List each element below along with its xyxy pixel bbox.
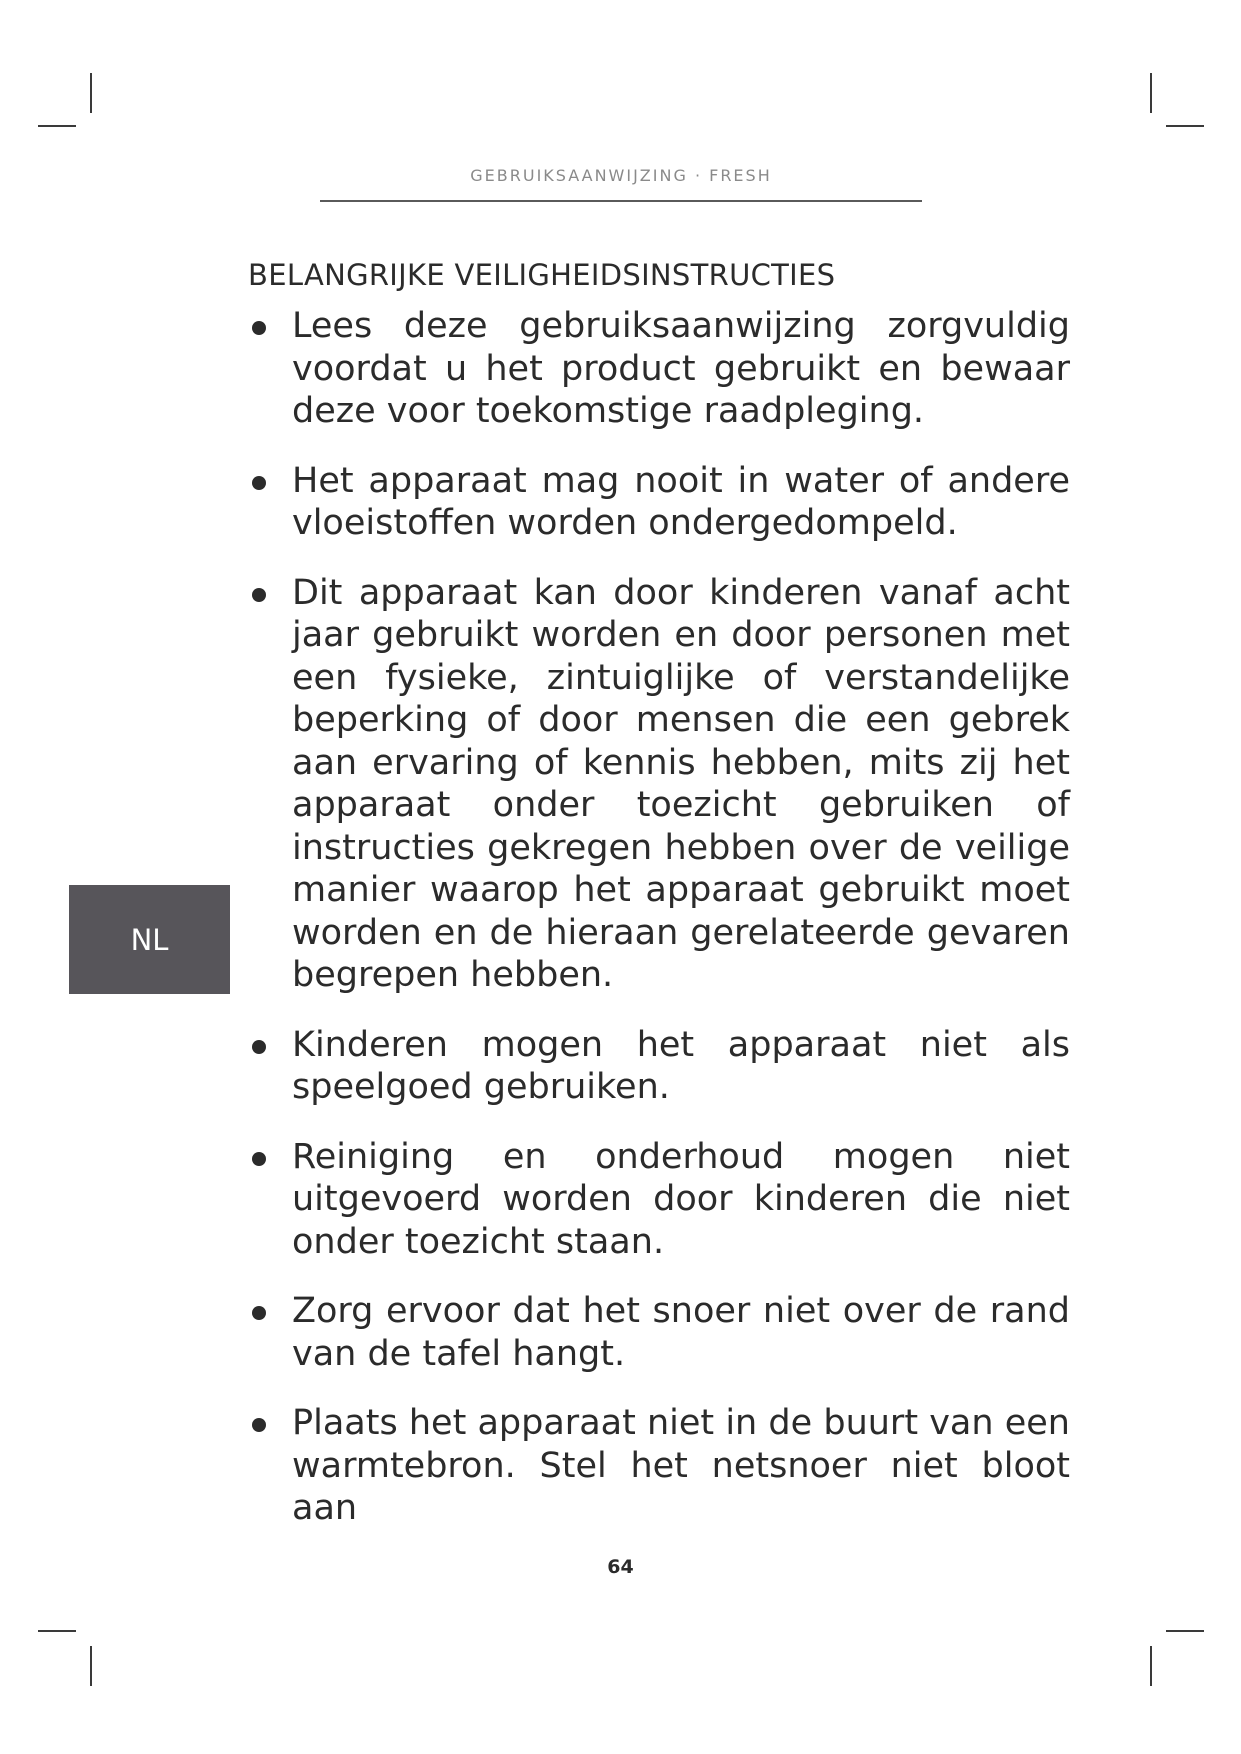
list-item-text: Zorg ervoor dat het snoer niet over de rand van de tafel hangt. [292, 1291, 1070, 1374]
list-item [248, 572, 1070, 997]
bullet-icon [252, 1306, 266, 1320]
bullet-icon [252, 1418, 266, 1432]
running-header: GEBRUIKSAANWIJZING · FRESH [470, 166, 772, 185]
list-item-text: Plaats het apparaat niet in de buurt van een warmtebron. Stel het netsnoer niet bloot aan [292, 1403, 1070, 1528]
list-item [248, 1402, 1070, 1530]
bullet-icon [252, 1040, 266, 1054]
section-title: BELANGRIJKE VEILIGHEIDSINSTRUCTIES [248, 258, 836, 292]
list-item [248, 1290, 1070, 1375]
language-tab [69, 885, 230, 994]
page-number: 64 [607, 1556, 634, 1578]
language-tab-label: NL [130, 922, 169, 957]
list-item [248, 460, 1070, 545]
list-item-text: Lees deze gebruiksaanwijzing zorgvuldig voordat u het product gebruikt en bewaar deze voor toekomstige raadpleging. [292, 306, 1070, 431]
crop-mark-top-right-h [1166, 125, 1204, 127]
bullet-icon [252, 321, 266, 335]
crop-mark-bottom-left-v [90, 1646, 92, 1686]
list-item-text: Reiniging en onderhoud mogen niet uitgevoerd worden door kinderen die niet onder toezicht staan. [292, 1136, 1070, 1262]
list-item [248, 1024, 1070, 1109]
list-item-text: Het apparaat mag nooit in water of andere vloeistoffen worden ondergedompeld. [292, 460, 1070, 543]
crop-mark-bottom-left-h [38, 1630, 76, 1632]
bullet-icon [252, 1152, 266, 1166]
list-item-text: Dit apparaat kan door kinderen vanaf acht jaar gebruikt worden en door personen met een fysieke, zintuiglijke of verstandelijke beperking of door mensen die een gebrek aan ervaring of kennis hebben, mits zij het apparaat onder toezicht gebruiken of instructies gekregen hebben over de veilige manier waarop het apparaat gebruikt moet worden en de hieraan gerelateerde gevaren begrepen hebben. [292, 572, 1070, 995]
crop-mark-top-right-v [1150, 73, 1152, 113]
list-item-text: Kinderen mogen het apparaat niet als speelgoed gebruiken. [292, 1024, 1070, 1107]
bullet-icon [252, 476, 266, 490]
bullet-icon [252, 588, 266, 602]
list-item [248, 1136, 1070, 1264]
safety-instructions-list [248, 305, 1070, 1557]
crop-mark-top-left-h [38, 125, 76, 127]
list-item [248, 305, 1070, 433]
crop-mark-top-left-v [90, 73, 92, 113]
crop-mark-bottom-right-h [1166, 1630, 1204, 1632]
header-divider [320, 200, 922, 202]
crop-mark-bottom-right-v [1150, 1646, 1152, 1686]
